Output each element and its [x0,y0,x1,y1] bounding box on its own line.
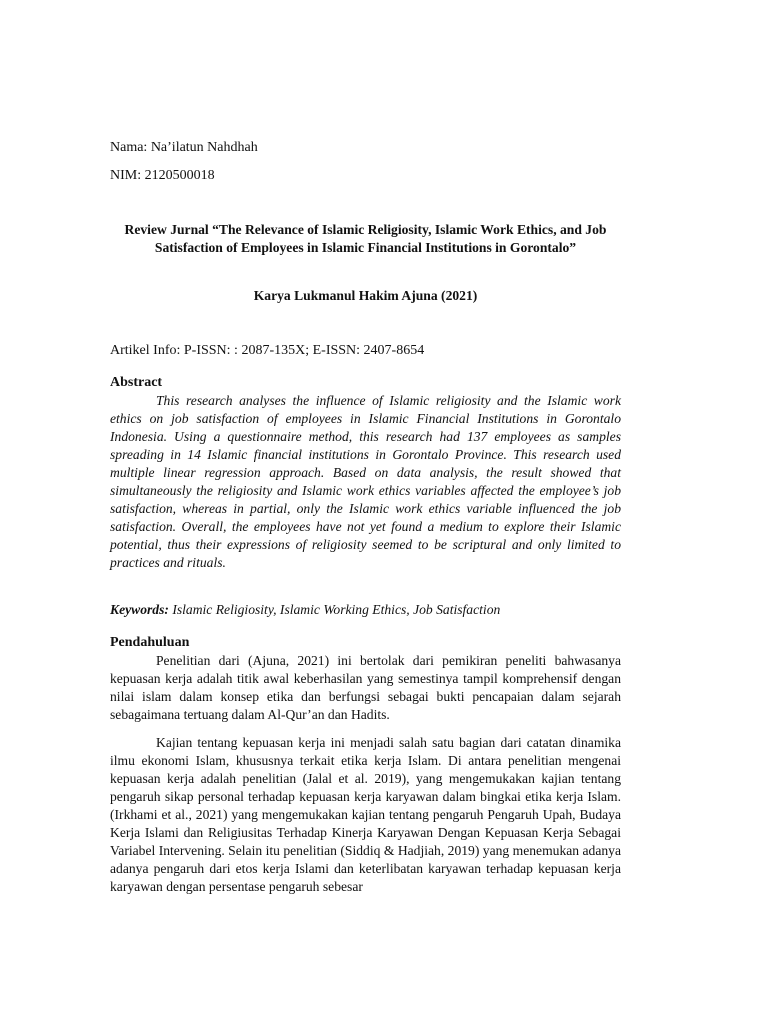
keywords [110,601,621,619]
abstract-body: This research analyses the influence of Islamic religiosity and the Islamic work ethics on job satisfaction of employees in Islamic Financial Institutions in Gorontalo Indonesia. Using a questionnaire method, this research had 137 employees as samples spreading in 14 Islamic financial institutions in Gorontalo Province. This research used multiple linear regression approach. Based on data analysis, the result showed that simultaneously the religiosity and Islamic work ethics variables affected the employee’s job satisfaction, whereas in partial, only the Islamic work ethics variable influenced the job satisfaction. Overall, the employees have not yet found a medium to explore their Islamic potential, thus their expressions of religiosity seemed to be scriptural and only limited to practices and rituals. [110,393,621,570]
abstract-heading: Abstract [110,375,163,390]
introduction-paragraph-1: Penelitian dari (Ajuna, 2021) ini bertolak dari pemikiran peneliti bahwasanya kepuasan kerja adalah titik awal keberhasilan yang semestinya tampil komprehensif dengan nilai islam dalam konsep etika dan berfungsi sebagai bukti pencapaian dalam sejarah sebagaimana tertuang dalam Al-Qur’an dan Hadits. [110,653,621,722]
article-info: Artikel Info: P-ISSN: : 2087-135X; E-ISSN: 2407-8654 [110,343,425,358]
student-nim: NIM: 2120500018 [110,168,215,183]
keywords-label: Keywords: [110,602,169,617]
introduction-paragraph-2: Kajian tentang kepuasan kerja ini menjadi salah satu bagian dari catatan dinamika ilmu ekonomi Islam, khususnya terkait etika kerja Islam. Di antara penelitian mengenai kepuasan kerja adalah penelitian (Jalal et al. 2019), yang mengemukakan kajian tentang pengaruh sikap personal terhadap kepuasan kerja karyawan dalam bingkai etika kerja Islam. (Irkhami et al., 2021) yang mengemukakan kajian tentang pengaruh Pengaruh Upah, Budaya Kerja Islami dan Religiusitas Terhadap Kinerja Karyawan Dengan Kepuasan Kerja Sebagai Variabel Intervening. Selain itu penelitian (Siddiq & Hadjiah, 2019) yang menemukan adanya adanya pengaruh dari etos kerja Islami dan keterlibatan karyawan terhadap kepuasan kerja karyawan dengan persentase pengaruh sebesar [110,735,621,894]
review-title: Review Jurnal “The Relevance of Islamic Religiosity, Islamic Work Ethics, and Job Satisfaction of Employees in Islamic Financial Institutions in Gorontalo” [124,222,607,255]
review-author: Karya Lukmanul Hakim Ajuna (2021) [253,288,478,303]
student-name: Nama: Na’ilatun Nahdhah [110,140,258,155]
keywords-value: Islamic Religiosity, Islamic Working Ethics, Job Satisfaction [172,602,501,617]
section-heading-pendahuluan: Pendahuluan [110,635,190,650]
